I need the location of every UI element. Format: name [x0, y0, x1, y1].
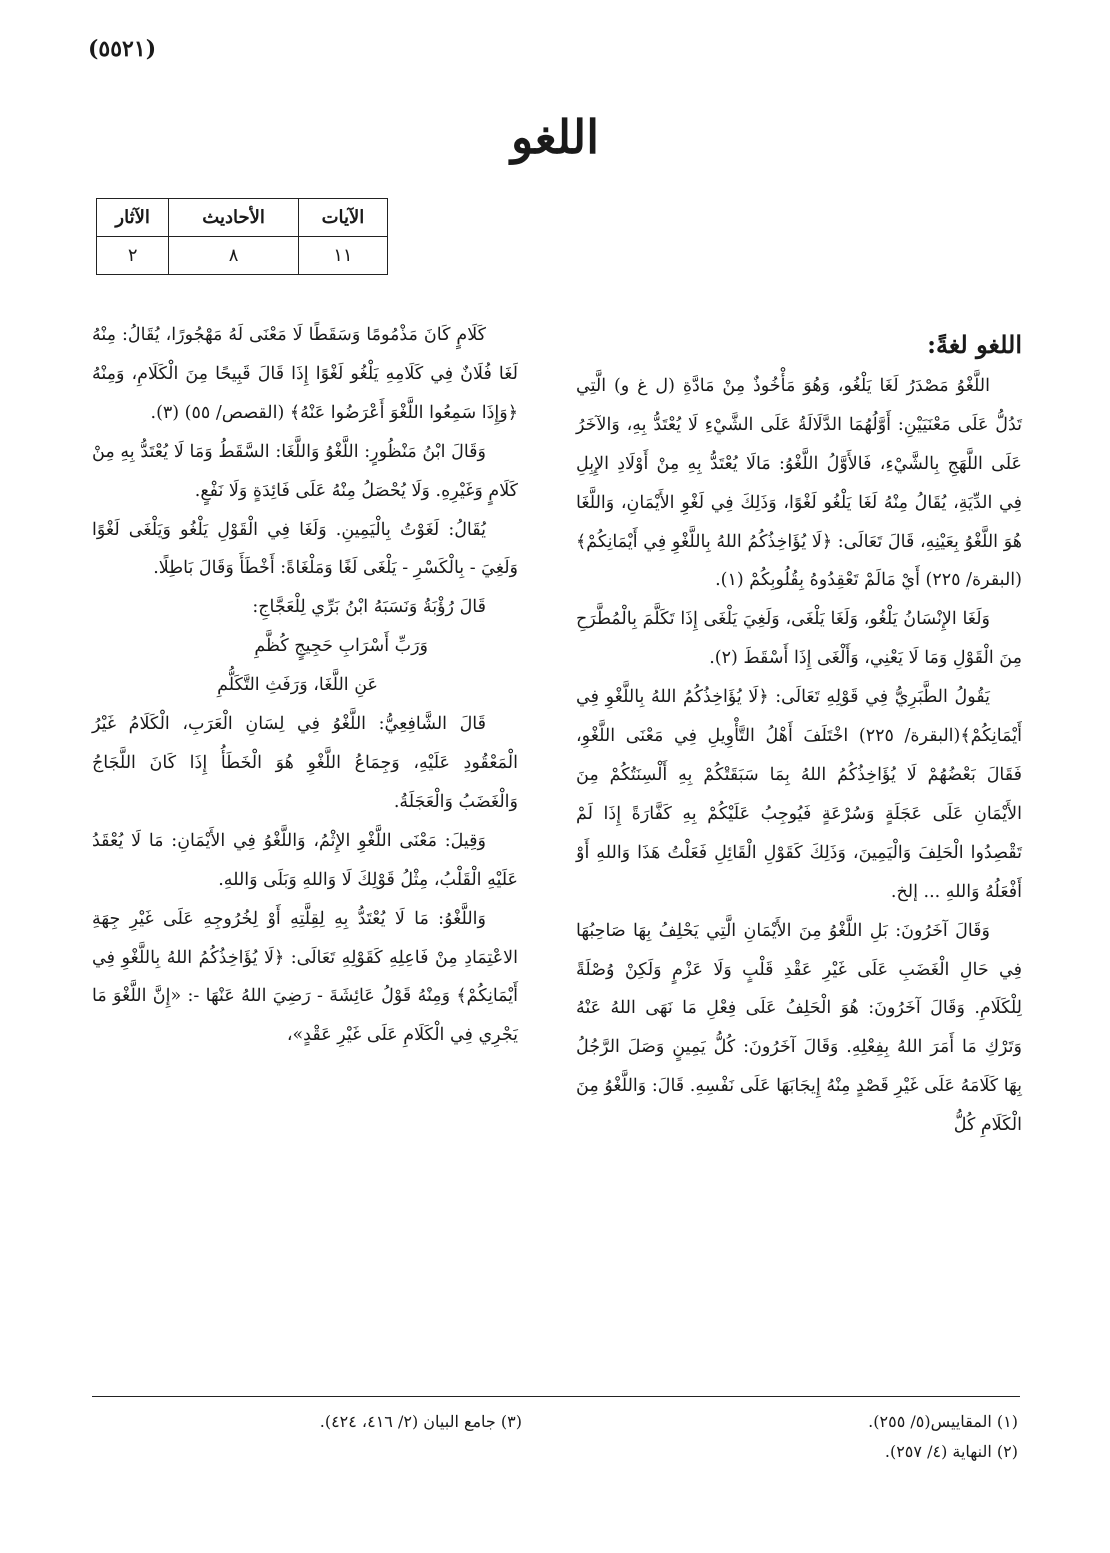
stats-header-athar: الآثار — [97, 199, 169, 237]
paragraph: وَاللَّغْوُ: مَا لَا يُعْتَدُّ بِهِ لِقِلَّتِهِ أَوْ لِخُرُوجِهِ عَلَى غَيْرِ جِهَةِ الاعْتِمَادِ مِنْ فَاعِلِهِ كَقَوْلِهِ تَعَالَى: ﴿لَا يُؤَاخِذُكُمُ اللهُ بِاللَّغْوِ فِي أَيْمَانِكُمْ﴾ وَمِنْهُ قَوْلُ عَائِشَةَ - رَضِيَ اللهُ عَنْهَا -: «إِنَّ اللَّغْوَ مَا يَجْرِي فِي الْكَلَامِ عَلَى غَيْرِ عَقْدٍ»، — [92, 908, 518, 1046]
paragraph: وَقِيلَ: مَعْنَى اللَّغْوِ الإِثْمُ، وَاللَّغْوُ فِي الأَيْمَانِ: مَا لَا يُعْقَدُ عَلَيْهِ الْقَلْبُ، مِثْلُ قَوْلِكَ لَا وَاللهِ وَبَلَى وَاللهِ. — [92, 830, 518, 890]
footnote-2: (٢) النهاية (٤/ ٢٥٧). — [884, 1442, 1018, 1461]
stats-value-athar: ٢ — [97, 237, 169, 275]
poem-line: عَنِ اللَّغَا، وَرَفَثِ التَّكَلُّمِ — [217, 675, 378, 696]
paragraph: اللَّغْوُ مَصْدَرُ لَغَا يَلْغُو، وَهُوَ مَأْخُوذٌ مِنْ مَادَّةِ (ل غ و) الَّتِي تَدُلُّ عَلَى مَعْنَيَيْنِ: أَوَّلُهُمَا الدَّلَالَةُ عَلَى الشَّيْءِ لَا يُعْتَدُّ بِهِ، وَالآخَرُ عَلَى اللَّهَجِ بِالشَّيْءِ، فَالأَوَّلُ اللَّغْوُ: مَالَا يُعْتَدُّ بِهِ مِنْ أَوْلَادِ الإِبِلِ فِي الدِّيَةِ، يُقَالُ مِنْهُ لَغَا يَلْغُو لَغْوًا، وَذَلِكَ فِي لَغْوِ الأَيْمَانِ، وَاللَّغَا هُوَ اللَّغْوُ بِعَيْنِهِ، قَالَ تَعَالَى: ﴿لَا يُؤَاخِذُكُمُ اللهُ بِاللَّغْوِ فِي أَيْمَانِكُمْ﴾(البقرة/ ٢٢٥) أَيْ مَالَمْ تَعْقِدُوهُ بِقُلُوبِكُمْ (١). — [576, 375, 1022, 591]
stats-value-verses: ١١ — [298, 237, 387, 275]
page-title: اللغو — [511, 110, 599, 164]
paragraph: وَقَالَ آخَرُونَ: بَلِ اللَّغْوُ مِنَ الأَيْمَانِ الَّتِي يَحْلِفُ بِهَا صَاحِبُهَا فِي حَالِ الْغَضَبِ عَلَى غَيْرِ عَقْدِ قَلْبٍ وَلَا عَزْمٍ وَلَكِنْ وُصْلَةً لِلْكَلَامِ. وَقَالَ آخَرُونَ: هُوَ الْحَلِفُ عَلَى فِعْلِ مَا نَهَى اللهُ عَنْهُ وَتَرْكِ مَا أَمَرَ اللهُ بِفِعْلِهِ. وَقَالَ آخَرُونَ: كُلُّ يَمِينٍ وَصَلَ الرَّجُلُ بِهَا كَلَامَهُ عَلَى غَيْرِ قَصْدٍ مِنْهُ إِيجَابَهَا عَلَى نَفْسِهِ. قَالَ: وَاللَّغْوُ مِنَ الْكَلَامِ كُلُّ — [576, 920, 1022, 1136]
right-column — [576, 326, 1022, 1145]
page-number: (٥٥٢١) — [88, 36, 157, 62]
stats-value-hadiths: ٨ — [169, 237, 299, 275]
poem-line: وَرَبِّ أَسْرَابِ حَجِيجٍ كُظَّمِ — [254, 636, 428, 657]
footnote-divider — [92, 1396, 1020, 1397]
paragraph: كَلَامٍ كَانَ مَذْمُومًا وَسَقَطًا لَا مَعْنَى لَهُ مَهْجُورًا، يُقَالُ: مِنْهُ لَغَا فُلَانٌ فِي كَلَامِهِ يَلْغُو لَغْوًا إِذَا قَالَ قَبِيحًا مِنَ الْكَلَامِ، وَمِنْهُ ﴿وَإِذَا سَمِعُوا اللَّغْوَ أَعْرَضُوا عَنْهُ﴾ (القصص/ ٥٥) (٣). — [92, 325, 518, 423]
stats-header-row — [97, 199, 388, 237]
paragraph: قَالَ الشَّافِعِيُّ: اللَّغْوُ فِي لِسَانِ الْعَرَبِ، الْكَلَامُ غَيْرُ الْمَعْقُودِ عَلَيْهِ، وَجِمَاعُ اللَّغْوِ هُوَ الْخَطَأُ إِذَا كَانَ اللَّجَاجُ وَالْغَضَبُ وَالْعَجَلَةُ. — [92, 714, 518, 812]
paragraph: يَقُولُ الطَّبَرِيُّ فِي قَوْلِهِ تَعَالَى: ﴿لَا يُؤَاخِذُكُمُ اللهُ بِاللَّغْوِ فِي أَيْمَانِكُمْ﴾(البقرة/ ٢٢٥) اخْتَلَفَ أَهْلُ التَّأْوِيلِ فِي مَعْنَى اللَّغْوِ، فَقَالَ بَعْضُهُمْ لَا يُؤَاخِذُكُمُ اللهُ بِمَا سَبَقَتْكُمْ بِهِ أَلْسِنَتُكُمْ مِنَ الأَيْمَانِ عَلَى عَجَلَةٍ وَسُرْعَةٍ فَيُوجِبُ عَلَيْكُمْ بِهِ كَفَّارَةً إِذَا لَمْ تَقْصِدُوا الْحَلِفَ وَالْيَمِينَ، وَذَلِكَ كَقَوْلِ الْقَائِلِ فَعَلْتُ هَذَا وَاللهِ أَوْ أَفْعَلُهُ وَاللهِ ... إلخ. — [576, 687, 1022, 902]
paragraph: يُقَالُ: لَغَوْتُ بِالْيَمِينِ. وَلَغَا فِي الْقَوْلِ يَلْغُو وَيَلْغَى لَغْوًا وَلَغِيَ - بِالْكَسْرِ - يَلْغَى لَغًا وَمَلْغَاةً: أَخْطَأَ وَقَالَ بَاطِلًا. — [92, 519, 518, 579]
stats-value-row — [97, 237, 388, 275]
stats-table — [96, 198, 388, 275]
stats-header-verses: الآيات — [298, 199, 387, 237]
paragraph: وَقَالَ ابْنُ مَنْظُورٍ: اللَّغْوُ وَاللَّغَا: السَّقَطُ وَمَا لَا يُعْتَدُّ بِهِ مِنْ كَلَامٍ وَغَيْرِهِ. وَلَا يُحْصَلُ مِنْهُ عَلَى فَائِدَةٍ وَلَا نَفْعٍ. — [92, 441, 518, 501]
left-column — [92, 316, 518, 1055]
section-heading: اللغو لغةً: — [927, 330, 1022, 359]
footnote-3: (٣) جامع البيان (٢/ ٤١٦، ٤٢٤). — [319, 1412, 522, 1431]
stats-header-hadiths: الأحاديث — [169, 199, 299, 237]
paragraph: وَلَغَا الإِنْسَانُ يَلْغُو، وَلَغَا يَلْغَى، وَلَغِيَ يَلْغَى إِذَا تَكَلَّمَ بِالْمُطَّرَحِ مِنَ الْقَوْلِ وَمَا لَا يَعْنِي، وَأَلْغَى إِذَا أَسْقَطَ (٢). — [576, 609, 1022, 669]
footnote-1: (١) المقاييس(٥/ ٢٥٥). — [868, 1412, 1018, 1431]
poem-intro: قَالَ رُؤْبَةُ وَنَسَبَهُ ابْنُ بَرِّي لِلْعَجَّاجِ: — [252, 597, 486, 618]
